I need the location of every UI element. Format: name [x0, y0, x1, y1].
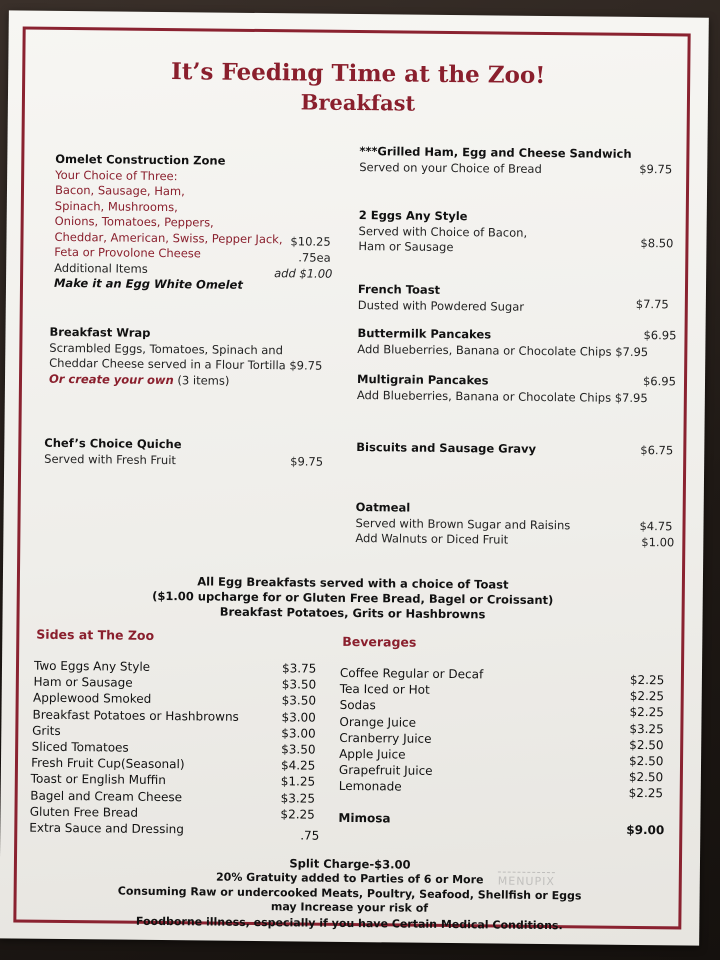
sandwich-title: ***Grilled Ham, Egg and Cheese Sandwich	[359, 144, 632, 161]
mimosa-price: $9.00	[626, 822, 665, 838]
multigrain-price: $6.95	[642, 374, 677, 389]
additional-price: .75ea	[298, 250, 331, 265]
side-item-name: Sliced Tomatoes	[31, 739, 129, 755]
consumer-warning: may Increase your risk of	[270, 900, 429, 915]
gratuity-note: 20% Gratuity added to Parties of 6 or More	[215, 870, 484, 887]
toast-note-line: Breakfast Potatoes, Grits or Hashbrowns	[219, 604, 486, 622]
quiche-price: $9.75	[290, 454, 324, 469]
side-item-price: .75	[300, 828, 320, 843]
omelet-egg-white-line: Make it an Egg White Omelet	[53, 275, 243, 292]
multigrain-desc: Add Blueberries, Banana or Chocolate Chips $7.95	[356, 387, 648, 405]
french-toast-title: French Toast	[357, 282, 441, 297]
toast-note-line: ($1.00 upcharge for or Gluten Free Bread, Bagel or Croissant)	[152, 588, 554, 608]
wrap-section	[49, 325, 350, 390]
side-item-price: $3.50	[281, 677, 317, 692]
beverage-item-price: $3.25	[629, 721, 664, 736]
mimosa-name: Mimosa	[338, 810, 391, 826]
side-item-name: Extra Sauce and Dressing	[29, 820, 184, 837]
split-charge: Split Charge-$3.00	[289, 856, 411, 872]
side-item-price: $2.25	[280, 807, 315, 822]
two-eggs-section	[358, 208, 618, 257]
side-item-name: Bagel and Cream Cheese	[30, 788, 183, 804]
omelet-line: Cheddar, American, Swiss, Pepper Jack,	[54, 229, 283, 246]
create-own-suffix: (3 items)	[177, 372, 230, 388]
side-item-price: $3.50	[281, 742, 316, 757]
oatmeal-section	[355, 500, 625, 549]
buttermilk-section	[357, 326, 687, 360]
quiche-desc: Served with Fresh Fruit	[44, 451, 177, 467]
create-own-text: Or create your own	[48, 371, 174, 387]
side-item-name: Ham or Sausage	[33, 674, 133, 690]
french-toast-desc: Dusted with Powdered Sugar	[357, 297, 525, 314]
side-item-name: Toast or English Muffin	[30, 772, 166, 788]
biscuits-title: Biscuits and Sausage Gravy	[356, 440, 537, 456]
beverage-item-name: Cranberry Juice	[339, 730, 432, 746]
toast-note-line: All Egg Breakfasts served with a choice of Toast	[197, 574, 509, 592]
side-item-name: Breakfast Potatoes or Hashbrowns	[32, 707, 239, 724]
omelet-feta-line: Feta or Provolone Cheese	[54, 244, 201, 261]
omelet-title: Omelet Construction Zone	[55, 151, 226, 168]
quiche-title: Chef’s Choice Quiche	[44, 435, 182, 452]
menu-subtitle: Breakfast	[300, 89, 416, 116]
beverage-item-name: Apple Juice	[339, 746, 406, 762]
menu-sheet	[0, 10, 709, 945]
wrap-line: Scrambled Eggs, Tomatoes, Spinach and	[49, 340, 284, 357]
beverage-item-name: Grapefruit Juice	[338, 763, 433, 779]
buttermilk-title: Buttermilk Pancakes	[357, 326, 492, 342]
side-item-name: Fresh Fruit Cup(Seasonal)	[31, 755, 185, 772]
consumer-warning: Consuming Raw or undercooked Meats, Poultry, Seafood, Shellfish or Eggs	[117, 884, 582, 903]
oatmeal-price: $4.75	[639, 518, 673, 534]
beverage-item-name: Orange Juice	[339, 714, 417, 730]
two-eggs-price: $8.50	[640, 235, 674, 251]
beverage-item-price: $2.25	[629, 705, 664, 720]
wrap-title: Breakfast Wrap	[49, 324, 151, 340]
wrap-line: Cheddar Cheese served in a Flour Tortilla $9.75	[49, 355, 323, 373]
sandwich-desc: Served on your Choice of Bread	[359, 159, 542, 176]
side-item-name: Two Eggs Any Style	[33, 658, 151, 674]
side-item-price: $3.50	[281, 693, 317, 709]
omelet-price: $10.25	[290, 234, 331, 249]
sandwich-section	[359, 144, 679, 178]
french-toast-price: $7.75	[635, 296, 669, 312]
omelet-line: Onions, Tomatoes, Peppers,	[54, 213, 214, 230]
oatmeal-add: Add Walnuts or Diced Fruit	[355, 531, 509, 547]
beverages-heading: Beverages	[342, 633, 417, 650]
beverage-item-price: $2.25	[629, 689, 665, 704]
buttermilk-price: $6.95	[643, 328, 677, 343]
side-item-price: $3.00	[281, 726, 316, 741]
side-item-price: $3.00	[281, 709, 316, 725]
beverage-item-name: Sodas	[339, 698, 376, 713]
buttermilk-desc: Add Blueberries, Banana or Chocolate Chips $7.95	[357, 341, 649, 359]
beverage-item-price: $2.50	[628, 753, 664, 769]
oatmeal-add-price: $1.00	[641, 535, 675, 550]
menu-title: It’s Feeding Time at the Zoo!	[170, 58, 546, 89]
side-item-price: $3.25	[280, 790, 316, 806]
consumer-warning: Foodborne illness, especially if you have Certain Medical Conditions.	[135, 914, 563, 933]
multigrain-title: Multigrain Pancakes	[356, 372, 489, 388]
biscuits-price: $6.75	[640, 442, 674, 458]
omelet-line: Bacon, Sausage, Ham,	[54, 182, 185, 199]
omelet-additional-line: Additional Items	[54, 260, 148, 276]
biscuits-section	[356, 440, 616, 458]
omelet-line: Spinach, Mushrooms,	[54, 198, 178, 214]
omelet-line: Your Choice of Three:	[55, 167, 178, 183]
oatmeal-desc: Served with Brown Sugar and Raisins	[355, 515, 571, 532]
side-item-price: $1.25	[280, 774, 316, 790]
french-toast-section	[358, 282, 618, 316]
beverage-item-name: Coffee Regular or Decaf	[339, 665, 484, 682]
beverage-item-name: Lemonade	[338, 779, 402, 794]
two-eggs-title: 2 Eggs Any Style	[358, 208, 468, 224]
side-item-name: Gluten Free Bread	[29, 804, 139, 820]
side-item-name: Grits	[32, 723, 61, 738]
beverage-item-price: $2.50	[628, 770, 664, 785]
oatmeal-title: Oatmeal	[355, 500, 411, 515]
beverage-item-price: $2.25	[629, 672, 665, 688]
side-item-price: $3.75	[281, 661, 317, 676]
side-item-name: Applewood Smoked	[32, 691, 152, 707]
egg-white-price: add $1.00	[274, 266, 333, 281]
two-eggs-desc: Served with Choice of Bacon,	[358, 223, 528, 240]
beverage-item-price: $2.50	[629, 737, 664, 753]
multigrain-section	[357, 372, 687, 406]
beverage-item-price: $2.25	[628, 786, 664, 801]
beverage-item-name: Tea Iced or Hot	[339, 682, 430, 697]
sides-heading: Sides at The Zoo	[36, 626, 155, 643]
sandwich-price: $9.75	[639, 161, 673, 177]
side-item-price: $4.25	[280, 758, 316, 773]
watermark: MENUPIX	[498, 872, 555, 889]
two-eggs-desc: Ham or Sausage	[358, 239, 454, 255]
